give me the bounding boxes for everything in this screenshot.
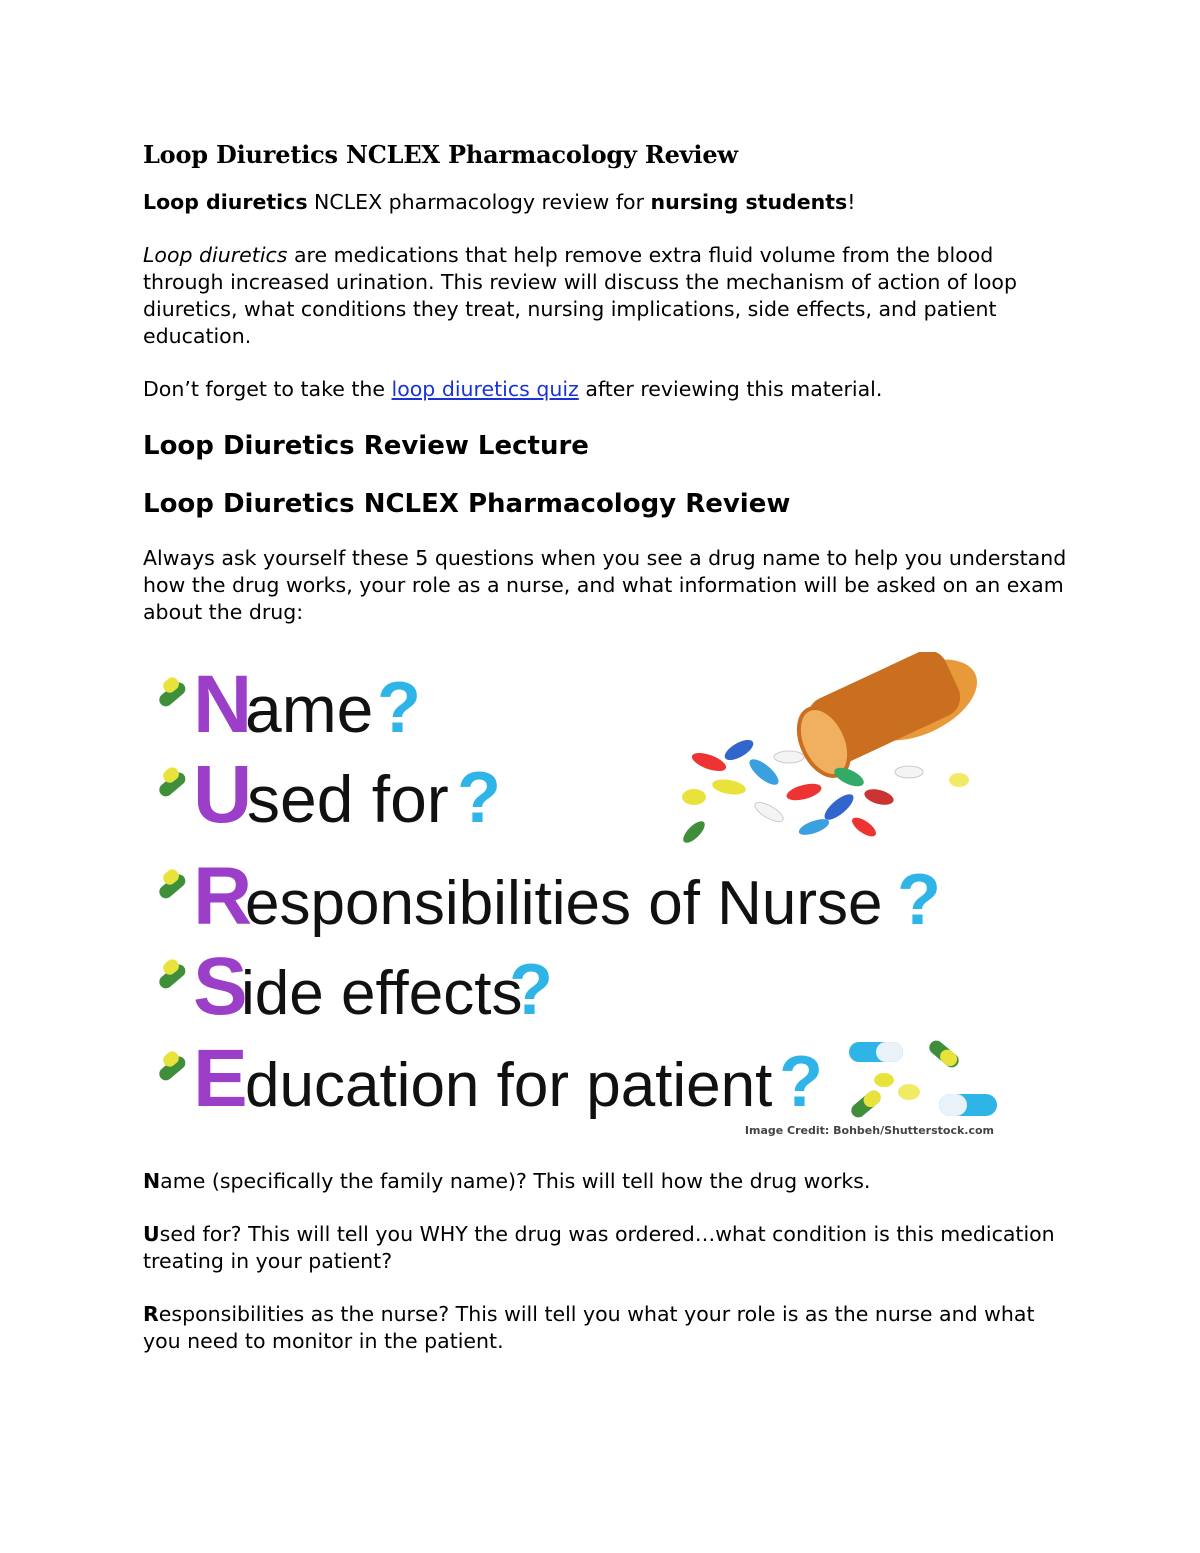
quiz-paragraph	[143, 376, 1073, 403]
row-s-text: ide effects	[241, 959, 523, 1028]
question-mark-icon: ?	[509, 950, 553, 1030]
pill-bullet-icon	[157, 867, 188, 901]
letter-r: R	[193, 851, 253, 942]
question-mark-icon: ?	[897, 860, 941, 940]
item-name-letter: N	[143, 1169, 161, 1193]
item-responsibilities-text: esponsibilities as the nurse? This will tell you what your role is as the nurse and what you need to monitor in the patient.	[143, 1302, 1035, 1353]
intro-paragraph	[143, 189, 1073, 216]
review-heading: Loop Diuretics NCLEX Pharmacology Review	[143, 489, 791, 519]
quiz-text-after: after reviewing this material.	[578, 377, 883, 401]
nurse-row-u	[157, 749, 501, 840]
intro-bold-audience: nursing students	[650, 190, 848, 214]
item-responsibilities-letter: R	[143, 1302, 159, 1326]
item-name-text: ame (specifically the family name)? This will tell how the drug works.	[160, 1169, 871, 1193]
pill-bottle-image	[789, 652, 990, 784]
question-mark-icon: ?	[457, 758, 501, 838]
pill-bullet-icon	[157, 675, 188, 709]
question-mark-icon: ?	[377, 668, 421, 748]
intro-text: NCLEX pharmacology review for	[307, 190, 651, 214]
pill-bullet-icon	[157, 1049, 188, 1083]
pill-bullet-icon	[157, 957, 188, 991]
intro-bold-term: Loop diuretics	[143, 190, 308, 214]
questions-intro-paragraph: Always ask yourself these 5 questions when you see a drug name to help you understand how the drug works, your role as a nurse, and what information will be asked on an exam about the drug:	[143, 546, 1067, 624]
lecture-heading: Loop Diuretics Review Lecture	[143, 431, 589, 461]
question-mark-icon: ?	[779, 1042, 823, 1122]
item-used-for-paragraph	[143, 1221, 1073, 1275]
nurse-mnemonic-graphic	[149, 652, 1009, 1142]
letter-s: S	[193, 941, 248, 1032]
quiz-link[interactable]: loop diuretics quiz	[391, 377, 579, 401]
letter-e: E	[193, 1033, 248, 1124]
item-used-for-letter: U	[143, 1222, 160, 1246]
quiz-text-before: Don’t forget to take the	[143, 377, 392, 401]
definition-text: are medications that help remove extra fluid volume from the blood through increased urination. This review will discuss the mechanism of action of loop diuretics, what conditions they treat, nursing implications, side effects, and patient education.	[143, 243, 1017, 348]
nurse-row-r	[157, 851, 941, 942]
letter-n: N	[193, 659, 253, 750]
item-used-for-text: sed for? This will tell you WHY the drug was ordered…what condition is this medication treating in your patient?	[143, 1222, 1055, 1273]
letter-u: U	[193, 749, 253, 840]
item-name-paragraph	[143, 1168, 1073, 1195]
nurse-row-e	[157, 1033, 823, 1124]
nurse-mnemonic-svg	[149, 652, 1009, 1142]
nurse-row-n	[157, 659, 421, 750]
nurse-row-s	[157, 941, 553, 1032]
definition-paragraph	[143, 242, 1073, 350]
pill-bullet-icon	[157, 765, 188, 799]
row-e-text: ducation for patient	[245, 1051, 773, 1120]
item-responsibilities-paragraph	[143, 1301, 1073, 1355]
document-title: Loop Diuretics NCLEX Pharmacology Review	[143, 140, 738, 169]
row-n-text: ame	[245, 672, 374, 746]
definition-italic-term: Loop diuretics	[143, 243, 288, 267]
row-r-text: esponsibilities of Nurse	[245, 869, 883, 938]
row-u-text: sed for	[247, 762, 449, 836]
intro-end: !	[847, 190, 856, 214]
document-body	[143, 140, 1073, 1381]
bottom-pills-image	[848, 1038, 997, 1121]
image-credit: Image Credit: Bohbeh/Shutterstock.com	[744, 1124, 994, 1137]
